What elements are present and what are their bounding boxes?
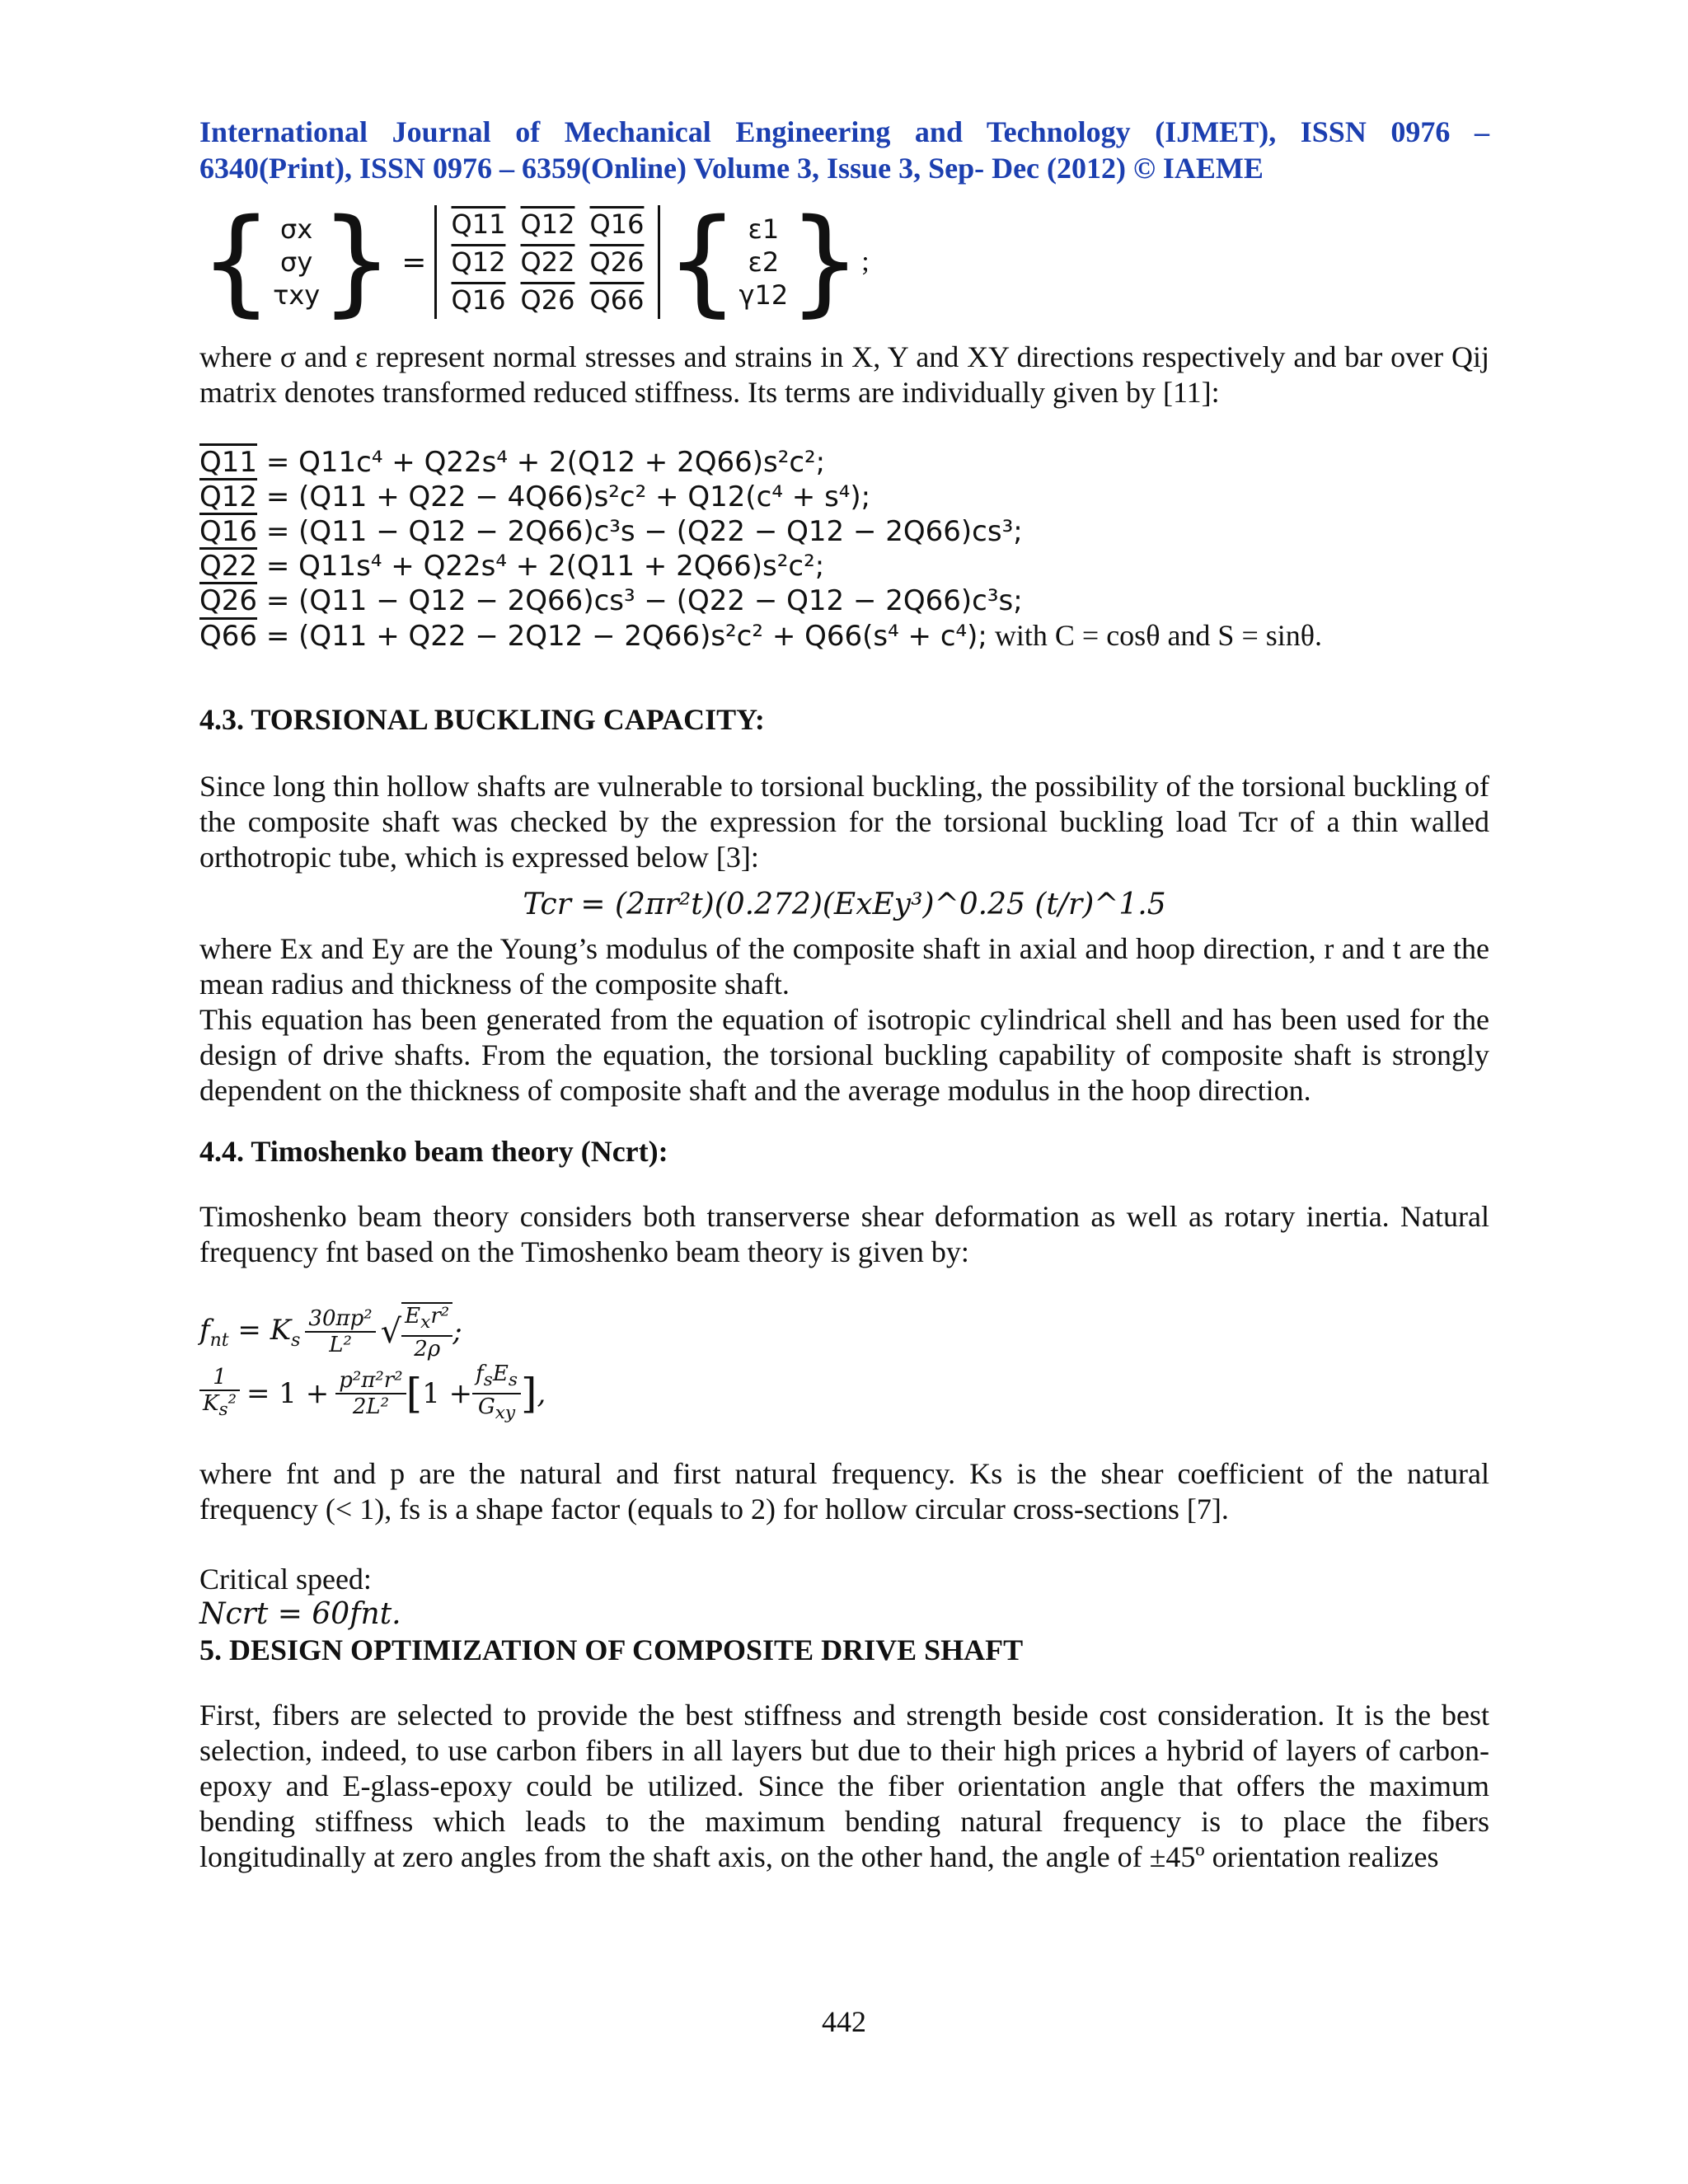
critical-speed-equation: Ncrt = 60fnt. <box>199 1597 401 1631</box>
matrix-cell: Q66 <box>589 284 645 316</box>
page-number: 442 <box>822 2005 866 2038</box>
paragraph-equation-origin: This equation has been generated from the equation of isotropic cylindrical shell and has been used for the design of drive shafts. From the equation, the torsional buckling capability of composite shaft is strongly dependent on the thickness of composite shaft and the average modulus in the hoop direction. <box>199 1003 1489 1107</box>
right-brace: } <box>788 194 862 329</box>
matrix-cell: Q26 <box>589 246 645 278</box>
stress-sx: σx <box>280 213 313 245</box>
matrix-cell: Q26 <box>520 284 575 316</box>
section-heading-5: 5. DESIGN OPTIMIZATION OF COMPOSITE DRIVE SHAFT <box>199 1633 1024 1666</box>
strain-e1: ε1 <box>748 213 780 245</box>
paragraph-youngs-modulus: where Ex and Ey are the Young’s modulus of the composite shaft in axial and hoop direction, r and t are the mean radius and thickness of the composite shaft. <box>199 932 1489 1001</box>
matrix-cell: Q12 <box>451 246 506 278</box>
stiffness-matrix <box>434 205 660 319</box>
q-term-tail: with C = cosθ and S = sinθ. <box>987 619 1322 652</box>
q-term: Q66 = (Q11 + Q22 − 2Q12 − 2Q66)s²c² + Q66(s⁴ + c⁴); with C = cosθ and S = sinθ. <box>199 619 1322 653</box>
transformed-stiffness-terms <box>199 445 1489 654</box>
section-heading-4-3: 4.3. TORSIONAL BUCKLING CAPACITY: <box>199 703 765 736</box>
paragraph-stress-definition: where σ and ε represent normal stresses and strains in X, Y and XY directions respectively and bar over Qij matrix denotes transformed reduced stiffness. Its terms are individually given by [11]: <box>199 340 1489 409</box>
paragraph-design-optimization: First, fibers are selected to provide the best stiffness and strength beside cost consideration. It is the best selection, indeed, to use carbon fibers in all layers but due to their high prices a hybrid of layers of carbon-epoxy and E-glass-epoxy could be utilized. Since the fiber orientation angle that offers the maximum bending stiffness which leads to the maximum bending natural frequency is to place the fibers longitudinally at zero angles from the shaft axis, on the other hand, the angle of ±45º orientation realizes <box>199 1699 1489 1873</box>
left-brace: { <box>199 194 274 329</box>
q-term: Q16 = (Q11 − Q12 − 2Q66)c³s − (Q22 − Q12 − 2Q66)cs³; <box>199 515 1023 548</box>
strain-g12: γ12 <box>738 279 789 311</box>
journal-header-line1: International Journal of Mechanical Engineering and Technology (IJMET), ISSN 0976 – <box>199 115 1489 148</box>
paragraph-timoshenko: Timoshenko beam theory considers both transerverse shear deformation as well as rotary inertia. Natural frequency fnt based on the Timoshenko beam theory is given by: <box>199 1200 1489 1268</box>
strain-vector <box>739 213 789 312</box>
stress-vector <box>273 213 320 312</box>
stress-txy: τxy <box>273 279 321 311</box>
q-term: Q12 = (Q11 + Q22 − 4Q66)s²c² + Q12(c⁴ + s⁴); <box>199 480 871 513</box>
left-brace: { <box>665 194 739 329</box>
matrix-cell: Q12 <box>520 209 575 240</box>
paragraph-torsional-buckling: Since long thin hollow shafts are vulnerable to torsional buckling, the possibility of the torsional buckling of the composite shaft was checked by the expression for the torsional buckling load Tcr of a thin walled orthotropic tube, which is expressed below [3]: <box>199 770 1489 874</box>
q-term: Q26 = (Q11 − Q12 − 2Q66)cs³ − (Q22 − Q12 − 2Q66)c³s; <box>199 584 1023 617</box>
right-brace: } <box>320 194 394 329</box>
section-heading-4-4: 4.4. Timoshenko beam theory (Ncrt): <box>199 1135 668 1168</box>
timoshenko-equations: $f_{nt} = K_s$ $\frac{\text{30πp²}}{\text{L²}}$ √ $\frac{E_xr^2}{2\rho}$ ; $\frac{1}{K_s^2}$ = 1 + $\frac{\text{p²π²r²}}{\text{2L²}}$ [ 1 + $\frac{f_sE_s}{G_{xy}}$ ] , <box>199 1303 546 1424</box>
matrix-cell: Q11 <box>451 209 506 240</box>
journal-header-line2: 6340(Print), ISSN 0976 – 6359(Online) Volume 3, Issue 3, Sep- Dec (2012) © IAEME <box>199 152 1264 185</box>
paper-page <box>199 114 1489 1875</box>
q-term: Q22 = Q11s⁴ + Q22s⁴ + 2(Q11 + 2Q66)s²c²; <box>199 550 825 583</box>
matrix-cell: Q22 <box>520 246 575 278</box>
matrix-cell: Q16 <box>451 284 506 316</box>
matrix-cell: Q16 <box>589 209 645 240</box>
strain-e2: ε2 <box>748 246 780 278</box>
stress-sy: σy <box>280 246 313 278</box>
torsional-buckling-equation: Tcr = (2πr²t)(0.272)(ExEy³)^0.25 (t/r)^1.5 <box>523 888 1166 921</box>
paragraph-natural-frequency-def: where fnt and p are the natural and first natural frequency. Ks is the shear coefficient of the natural frequency (< 1), fs is a shape factor (equals to 2) for hollow circular cross-sections [7]. <box>199 1457 1489 1526</box>
critical-speed-label: Critical speed: <box>199 1563 372 1596</box>
stress-strain-matrix-equation: { σx σy τxy } = Q11 Q12 Q16 Q12 Q22 Q26 Q16 Q26 Q66 { ε1 ε2 γ12 } ; <box>199 194 870 329</box>
q-term: Q11 = Q11c⁴ + Q22s⁴ + 2(Q12 + 2Q66)s²c²; <box>199 446 826 479</box>
